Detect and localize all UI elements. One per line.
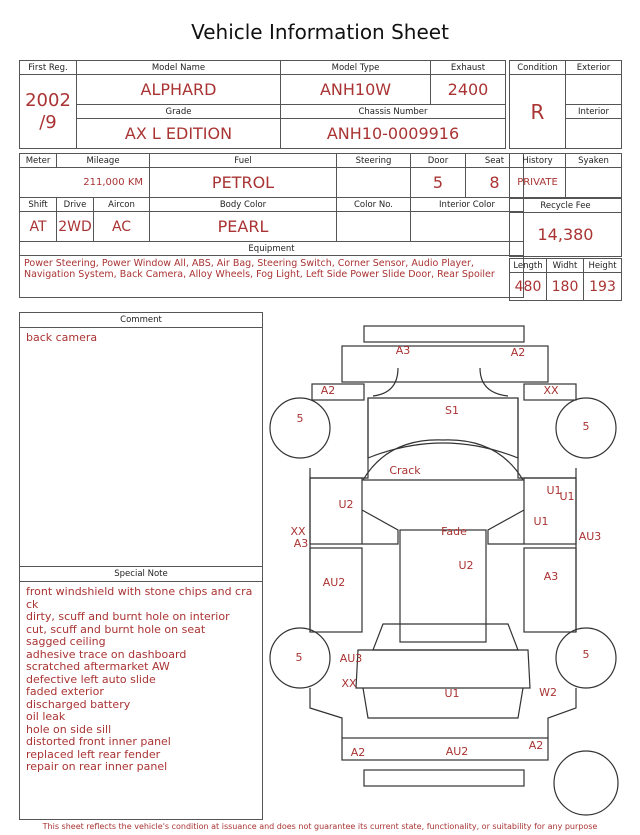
footer-disclaimer: This sheet reflects the vehicle's condition at issuance and does not guarantee its current state, functionality, or suitability for any purpose bbox=[42, 822, 598, 831]
hood-shape bbox=[368, 398, 518, 458]
damage-mark: A2 bbox=[528, 739, 544, 752]
drive-value: 2WD bbox=[57, 212, 94, 242]
exhaust-label: Exhaust bbox=[431, 61, 506, 75]
damage-mark: A2 bbox=[320, 384, 336, 397]
drive-label: Drive bbox=[57, 198, 94, 212]
steering-value bbox=[337, 168, 411, 198]
syaken-value bbox=[566, 168, 622, 198]
first-reg-label: First Reg. bbox=[20, 61, 77, 75]
grade-value: AX L EDITION bbox=[77, 119, 281, 149]
damage-mark: A2 bbox=[350, 746, 366, 759]
special-note-box bbox=[19, 566, 263, 820]
condition-label: Condition bbox=[510, 61, 566, 75]
condition-value: R bbox=[510, 75, 566, 149]
damage-mark: AU3 bbox=[578, 530, 602, 543]
syaken-label: Syaken bbox=[566, 154, 622, 168]
vehicle-basic-table bbox=[19, 60, 506, 149]
damage-mark: Crack bbox=[389, 464, 421, 477]
condition-table bbox=[509, 60, 622, 149]
fuel-label: Fuel bbox=[150, 154, 337, 168]
model-type-value: ANH10W bbox=[281, 75, 431, 105]
damage-mark: XX bbox=[290, 525, 306, 538]
color-no-label: Color No. bbox=[337, 198, 411, 212]
comment-text: back camera bbox=[26, 331, 98, 344]
height-label: Height bbox=[584, 259, 622, 273]
aircon-value: AC bbox=[94, 212, 150, 242]
history-table bbox=[509, 153, 622, 198]
seat-value: 8 bbox=[466, 168, 524, 198]
right-rear-door-shape bbox=[524, 548, 576, 632]
damage-mark: A3 bbox=[543, 570, 559, 583]
body-color-value: PEARL bbox=[150, 212, 337, 242]
comment-box bbox=[19, 312, 263, 567]
damage-mark: S1 bbox=[445, 404, 459, 417]
left-front-door-shape bbox=[310, 478, 362, 544]
recycle-table bbox=[509, 198, 622, 257]
tailgate-shape bbox=[356, 650, 530, 688]
recycle-value: 14,380 bbox=[510, 213, 622, 257]
equipment-label: Equipment bbox=[20, 242, 524, 256]
damage-mark: Fade bbox=[441, 525, 467, 538]
left-rear-door-shape bbox=[310, 548, 362, 632]
color-no-value bbox=[337, 212, 411, 242]
damage-mark: U1 bbox=[444, 687, 460, 700]
interior-value bbox=[566, 119, 622, 149]
roof-shape bbox=[400, 530, 486, 642]
interior-color-value bbox=[411, 212, 524, 242]
length-value: 480 bbox=[510, 273, 547, 301]
damage-mark: A3 bbox=[293, 537, 309, 550]
mileage-label: Mileage bbox=[57, 154, 150, 168]
car-damage-diagram bbox=[268, 318, 628, 818]
fuel-value: PETROL bbox=[150, 168, 337, 198]
damage-mark: A3 bbox=[395, 344, 411, 357]
aircon-label: Aircon bbox=[94, 198, 150, 212]
interior-color-label: Interior Color bbox=[411, 198, 524, 212]
special-note-label: Special Note bbox=[20, 567, 262, 582]
damage-mark: XX bbox=[341, 677, 357, 690]
vehicle-spec-table bbox=[19, 153, 524, 298]
history-value: PRIVATE bbox=[510, 168, 566, 198]
first-reg-value: 2002 /9 bbox=[20, 75, 77, 149]
damage-mark: XX bbox=[543, 384, 559, 397]
windshield-shape bbox=[363, 440, 523, 480]
grade-label: Grade bbox=[77, 105, 281, 119]
shift-value: AT bbox=[20, 212, 57, 242]
steering-label: Steering bbox=[337, 154, 411, 168]
damage-mark: 5 bbox=[582, 648, 590, 661]
model-name-label: Model Name bbox=[77, 61, 281, 75]
comment-label: Comment bbox=[20, 313, 262, 328]
exterior-label: Exterior bbox=[566, 61, 622, 75]
seat-label: Seat bbox=[466, 154, 524, 168]
recycle-label: Recycle Fee bbox=[510, 199, 622, 213]
dimension-table bbox=[509, 258, 622, 301]
exhaust-value: 2400 bbox=[431, 75, 506, 105]
door-value: 5 bbox=[411, 168, 466, 198]
damage-mark: AU2 bbox=[445, 745, 469, 758]
equipment-value: Power Steering, Power Window All, ABS, Air Bag, Steering Switch, Corner Sensor, Audio Player, Navigation System, Back Camera, Alloy Wheels, Fog Light, Left Side Power Slide Door, Rear Spoiler bbox=[20, 256, 524, 298]
damage-mark: A2 bbox=[510, 346, 526, 359]
rear-bumper-bottom-shape bbox=[364, 770, 524, 786]
chassis-value: ANH10-0009916 bbox=[281, 119, 506, 149]
mileage-value: 211,000 KM bbox=[20, 168, 150, 198]
width-value: 180 bbox=[547, 273, 584, 301]
damage-mark: U1 bbox=[546, 484, 562, 497]
damage-mark: 5 bbox=[295, 651, 303, 664]
spare-wheel bbox=[554, 751, 618, 815]
damage-mark: W2 bbox=[539, 686, 557, 699]
wheel-front-left bbox=[270, 398, 330, 458]
meter-label: Meter bbox=[20, 154, 57, 168]
front-bumper-top-shape bbox=[364, 326, 524, 342]
model-name-value: ALPHARD bbox=[77, 75, 281, 105]
damage-mark: U2 bbox=[338, 498, 354, 511]
length-label: Length bbox=[510, 259, 547, 273]
special-note-text: front windshield with stone chips and crack dirty, scuff and burnt hole on interior cut, scuff and burnt hole on seat sagged ceiling adhesive trace on dashboard scratched aftermarket AW defective left auto slide faded exterior discharged battery oil leak hole on side sill distorted front inner panel replaced left rear fender repair on rear inner panel bbox=[26, 585, 253, 773]
page-title: Vehicle Information Sheet bbox=[191, 20, 449, 44]
interior-label: Interior bbox=[566, 105, 622, 119]
damage-mark: U1 bbox=[533, 515, 549, 528]
chassis-label: Chassis Number bbox=[281, 105, 506, 119]
damage-mark: U1 bbox=[559, 490, 575, 503]
width-label: Widht bbox=[547, 259, 584, 273]
body-color-label: Body Color bbox=[150, 198, 337, 212]
history-label: History bbox=[510, 154, 566, 168]
damage-mark: 5 bbox=[296, 412, 304, 425]
model-type-label: Model Type bbox=[281, 61, 431, 75]
exterior-value bbox=[566, 75, 622, 105]
door-label: Door bbox=[411, 154, 466, 168]
damage-mark: 5 bbox=[582, 420, 590, 433]
shift-label: Shift bbox=[20, 198, 57, 212]
damage-mark: AU3 bbox=[339, 652, 363, 665]
height-value: 193 bbox=[584, 273, 622, 301]
damage-mark: AU2 bbox=[322, 576, 346, 589]
damage-mark: U2 bbox=[458, 559, 474, 572]
